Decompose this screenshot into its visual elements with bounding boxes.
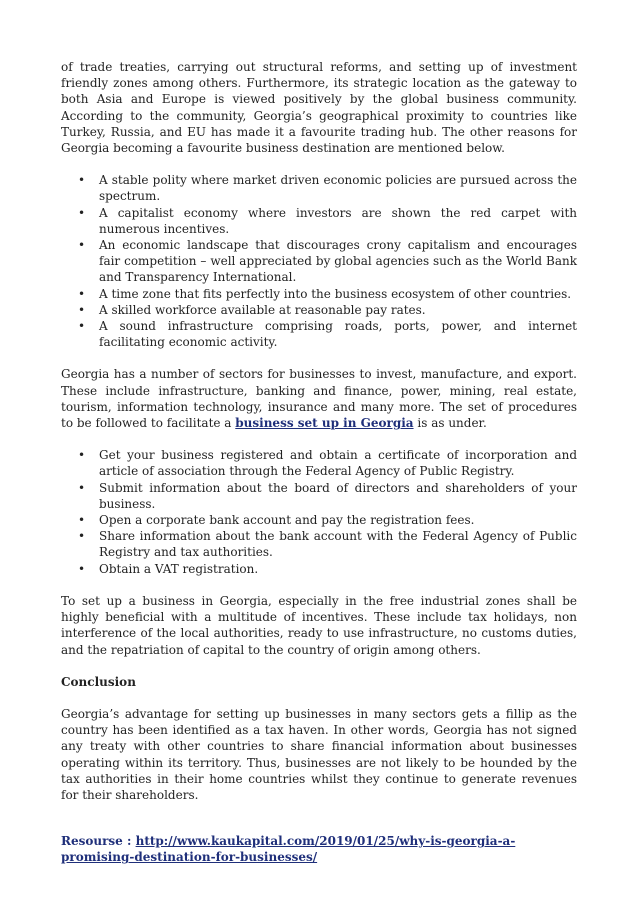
bullet-icon: • — [78, 302, 86, 317]
list-item: • Obtain a VAT registration. — [78, 561, 259, 576]
resource-label: Resourse : — [61, 834, 136, 849]
sectors-paragraph: Georgia has a number of sectors for businesses to invest, manufacture, and export. These include infrastructure, banking and finance, power, mining, real estate, tourism, information technology, insurance and many more. The set of procedures to be followed to facilitate a business set up in Georgia is as under. — [61, 367, 577, 431]
bullet-icon: • — [78, 173, 86, 188]
list-item: • A time zone that fits perfectly into the business ecosystem of other countries. — [78, 286, 572, 301]
business-setup-link[interactable]: business set up in Georgia — [235, 416, 414, 431]
list-item: • Submit information about the board of directors and shareholders of your business. — [78, 480, 577, 511]
intro-paragraph: of trade treaties, carrying out structural reforms, and setting up of investment friendly zones among others. Furthermore, its strategic location as the gateway to both Asia and Europe is viewed positively by the global business community. According to the community, Georgia’s geographical proximity to countries like Turkey, Russia, and EU has made it a favourite trading hub. The other reasons for Georgia becoming a favourite business destination are mentioned below. — [61, 60, 577, 156]
list-item: • Share information about the bank account with the Federal Agency of Public Registry and tax authorities. — [78, 529, 577, 560]
resource-link[interactable]: http://www.kaukapital.com/2019/01/25/why-is-georgia-a-promising-destination-for-businesses/ — [61, 834, 516, 865]
bullet-icon: • — [78, 238, 86, 253]
list-item: • An economic landscape that discourages crony capitalism and encourages fair competition – well appreciated by global agencies such as the World Bank and Transparency International. — [78, 238, 577, 285]
bullet-icon: • — [78, 480, 86, 495]
list-item: • A stable polity where market driven economic policies are pursued across the spectrum. — [78, 173, 577, 204]
bullet-icon: • — [78, 205, 86, 220]
list-item: • A capitalist economy where investors are shown the red carpet with numerous incentives. — [78, 205, 577, 236]
list-item: • A sound infrastructure comprising roads, ports, power, and internet facilitating economic activity. — [78, 319, 577, 350]
procedures-list — [61, 447, 577, 577]
bullet-icon: • — [78, 513, 86, 528]
bullet-icon: • — [78, 286, 86, 301]
bullet-icon: • — [78, 448, 86, 463]
list-item: • Get your business registered and obtain a certificate of incorporation and article of association through the Federal Agency of Public Registry. — [78, 448, 577, 479]
free-zones-paragraph: To set up a business in Georgia, especially in the free industrial zones shall be highly beneficial with a multitude of incentives. These include tax holidays, non interference of the local authorities, ready to use infrastructure, no customs duties, and the repatriation of capital to the country of origin among others. — [61, 593, 577, 657]
bullet-icon: • — [78, 529, 86, 544]
list-item: • Open a corporate bank account and pay the registration fees. — [78, 513, 475, 528]
resource-line — [61, 833, 577, 865]
list-item: • A skilled workforce available at reasonable pay rates. — [78, 302, 426, 317]
reasons-list — [61, 172, 577, 350]
conclusion-paragraph: Georgia’s advantage for setting up businesses in many sectors gets a fillip as the country has been identified as a tax haven. In other words, Georgia has not signed any treaty with other countries to share financial information about businesses operating within its territory. Thus, businesses are not likely to be hounded by the tax authorities in their home countries whilst they continue to generate revenues for their shareholders. — [61, 706, 577, 802]
bullet-icon: • — [78, 319, 86, 334]
conclusion-heading: Conclusion — [61, 674, 136, 689]
bullet-icon: • — [78, 561, 86, 576]
